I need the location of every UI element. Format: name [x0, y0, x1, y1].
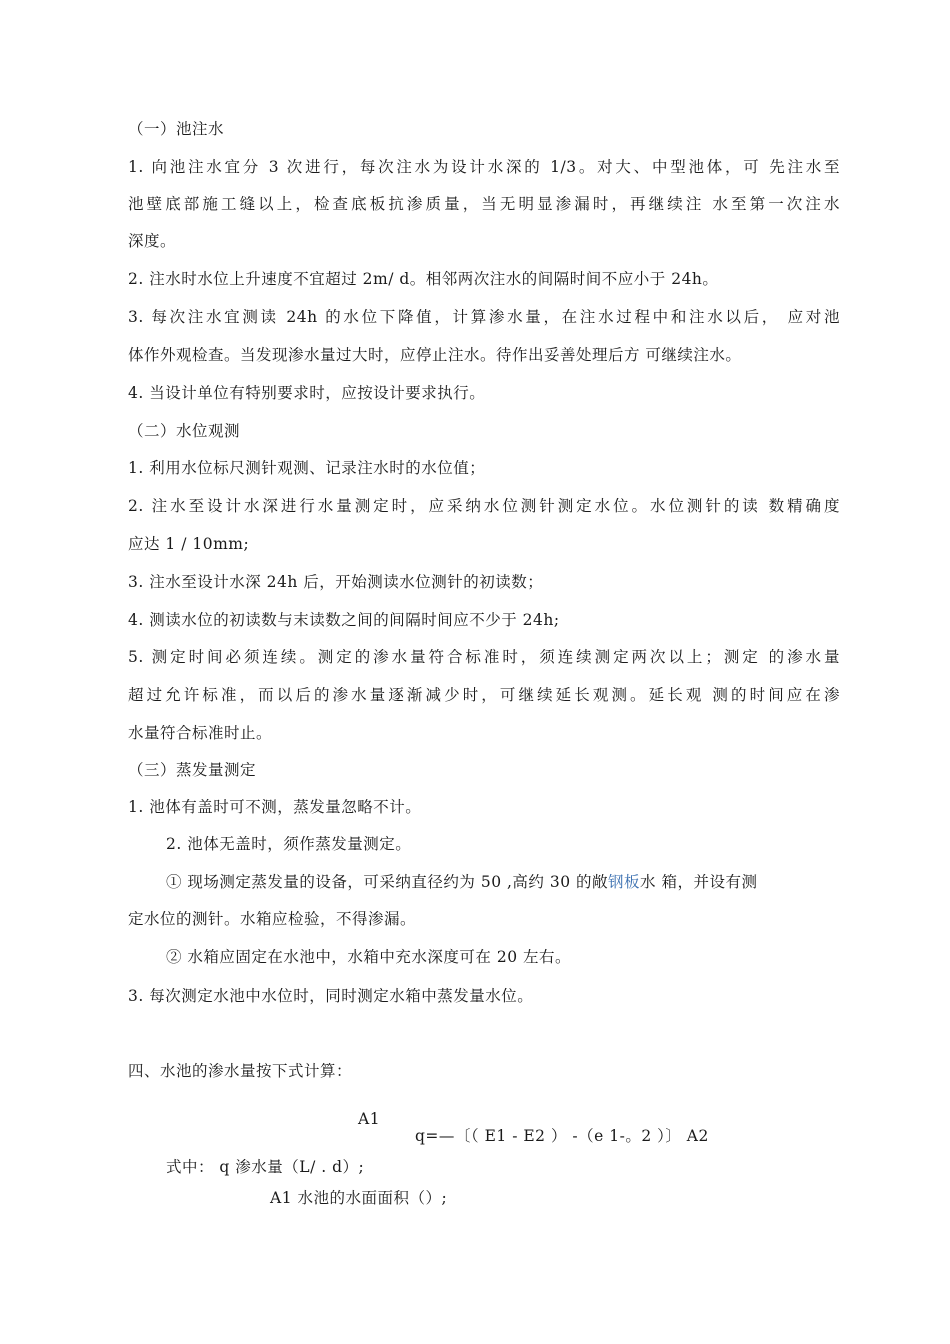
- paragraph-line: 水量符合标准时止。: [128, 724, 273, 742]
- paragraph-line: 1. 向池注水宜分 3 次进行，每次注水为设计水深的 1/3。对大、中型池体，可 先注水至: [128, 158, 840, 176]
- paragraph-line: 3. 注水至设计水深 24h 后，开始测读水位测针的初读数；: [128, 573, 544, 591]
- section-heading-evaporation: （三）蒸发量测定: [128, 761, 257, 779]
- steel-plate-link[interactable]: 钢板: [608, 873, 641, 891]
- paragraph-line: [166, 871, 757, 893]
- paragraph-line: 池壁底部施工缝以上，检查底板抗渗质量，当无明显渗漏时，再继续注 水至第一次注水: [128, 195, 840, 213]
- paragraph-text: ① 现场测定蒸发量的设备，可采纳直径约为 50 ,高约 30 的敞: [166, 873, 609, 891]
- formula-numerator: A1: [358, 1110, 381, 1128]
- paragraph-line: 5. 测定时间必须连续。测定的渗水量符合标准时，须连续测定两次以上；测定 的渗水量: [128, 648, 840, 666]
- section-heading-formula: 四、水池的渗水量按下式计算：: [128, 1062, 353, 1080]
- paragraph-line: 2. 池体无盖时，须作蒸发量测定。: [166, 835, 412, 853]
- paragraph-line: 超过允许标准，而以后的渗水量逐渐减少时，可继续延长观测。延长观 测的时间应在渗: [128, 686, 840, 704]
- paragraph-line: 2. 注水时水位上升速度不宜超过 2m/ d。相邻两次注水的间隔时间不应小于 24h。: [128, 270, 719, 288]
- paragraph-line: 4. 当设计单位有特别要求时，应按设计要求执行。: [128, 384, 486, 402]
- section-heading-filling: （一）池注水: [128, 120, 225, 138]
- paragraph-line: 3. 每次注水宜测读 24h 的水位下降值，计算渗水量，在注水过程中和注水以后， 应对池: [128, 308, 840, 326]
- section-heading-level-observation: （二）水位观测: [128, 422, 241, 440]
- formula-legend-line: A1 水池的水面面积（）;: [270, 1189, 448, 1207]
- paragraph-line: 2. 注水至设计水深进行水量测定时，应采纳水位测针测定水位。水位测针的读 数精确度: [128, 497, 840, 515]
- paragraph-line: 定水位的测针。水箱应检验，不得渗漏。: [128, 910, 417, 928]
- paragraph-text: 水 箱，并设有测: [640, 873, 758, 891]
- formula: q=—〔（ E1 - E2 ） -（e 1-。2 ）〕 A2: [415, 1127, 709, 1145]
- paragraph-line: 3. 每次测定水池中水位时，同时测定水箱中蒸发量水位。: [128, 987, 534, 1005]
- paragraph-line: ② 水箱应固定在水池中，水箱中充水深度可在 20 左右。: [166, 948, 572, 966]
- paragraph-line: 体作外观检查。当发现渗水量过大时，应停止注水。待作出妥善处理后方 可继续注水。: [128, 346, 742, 364]
- paragraph-line: 1. 利用水位标尺测针观测、记录注水时的水位值；: [128, 459, 486, 477]
- paragraph-line: 深度。: [128, 232, 177, 250]
- formula-legend-line: 式中： q 渗水量（L/ . d）;: [166, 1158, 365, 1176]
- paragraph-line: 1. 池体有盖时可不测，蒸发量忽略不计。: [128, 798, 422, 816]
- paragraph-line: 4. 测读水位的初读数与末读数之间的间隔时间应不少于 24h;: [128, 611, 560, 629]
- paragraph-line: 应达 1 / 10mm;: [128, 535, 250, 553]
